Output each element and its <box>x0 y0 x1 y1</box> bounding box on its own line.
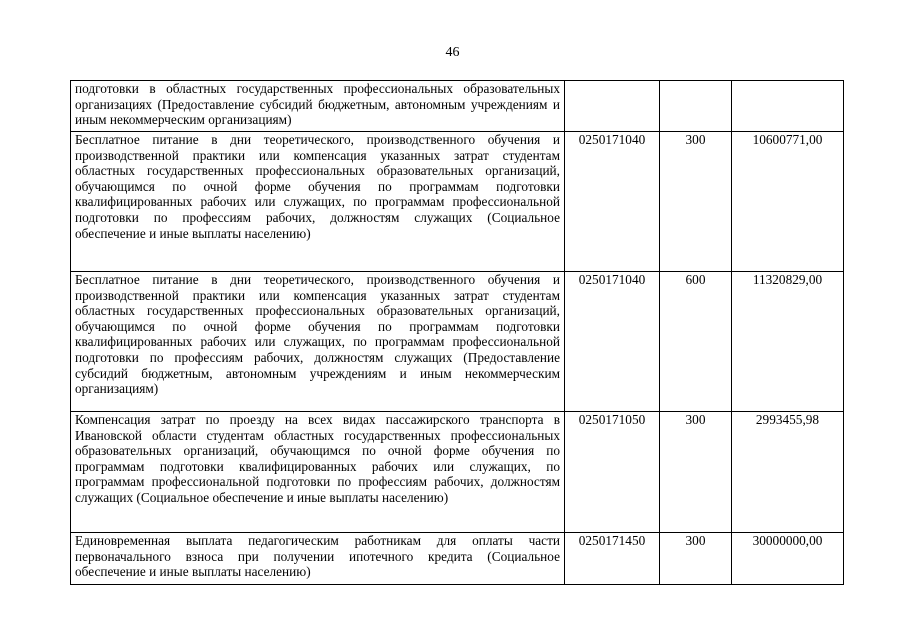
row-description: Бесплатное питание в дни теоретического, производственного обучения и производственной практики или компенсация указанных затрат студентам областных государственных профессиональных образовательных организаций, обучающимся по очной форме обучения по программам подготовки квалифицированных рабочих или служащих, по программам профессиональной подготовки по профессиям рабочих, должностям служащих (Социальное обеспечение и иные выплаты населению) <box>71 132 565 272</box>
budget-table <box>70 80 844 585</box>
row-description: подготовки в областных государственных профессиональных образовательных организациях (Предоставление субсидий бюджетным, автономным учреждениям и иным некоммерческим организациям) <box>71 81 565 132</box>
table-row <box>71 132 844 272</box>
table-row <box>71 533 844 585</box>
row-amount: 10600771,00 <box>732 132 844 272</box>
row-target-code: 0250171050 <box>565 412 660 533</box>
row-target-code: 0250171450 <box>565 533 660 585</box>
row-target-code: 0250171040 <box>565 132 660 272</box>
page-number: 46 <box>445 45 460 60</box>
row-amount <box>732 81 844 132</box>
row-expense-type: 300 <box>660 412 732 533</box>
row-target-code <box>565 81 660 132</box>
table-row <box>71 81 844 132</box>
row-expense-type: 300 <box>660 132 732 272</box>
row-amount: 30000000,00 <box>732 533 844 585</box>
row-expense-type: 300 <box>660 533 732 585</box>
row-expense-type: 600 <box>660 272 732 412</box>
row-target-code: 0250171040 <box>565 272 660 412</box>
table-row <box>71 272 844 412</box>
row-amount: 11320829,00 <box>732 272 844 412</box>
row-description: Единовременная выплата педагогическим работникам для оплаты части первоначального взноса при получении ипотечного кредита (Социальное обеспечение и иные выплаты населению) <box>71 533 565 585</box>
row-description: Бесплатное питание в дни теоретического, производственного обучения и производственной практики или компенсация указанных затрат студентам областных государственных профессиональных образовательных организаций, обучающимся по очной форме обучения по программам подготовки квалифицированных рабочих или служащих, по программам профессиональной подготовки по профессиям рабочих, должностям служащих (Предоставление субсидий бюджетным, автономным учреждениям и иным некоммерческим организациям) <box>71 272 565 412</box>
row-amount: 2993455,98 <box>732 412 844 533</box>
row-expense-type <box>660 81 732 132</box>
row-description: Компенсация затрат по проезду на всех видах пассажирского транспорта в Ивановской области студентам областных государственных профессиональных образовательных организаций, обучающимся по очной форме обучения по программам подготовки квалифицированных рабочих или служащих, по программам профессиональной подготовки по профессиям рабочих, должностям служащих (Социальное обеспечение и иные выплаты населению) <box>71 412 565 533</box>
table-row <box>71 412 844 533</box>
